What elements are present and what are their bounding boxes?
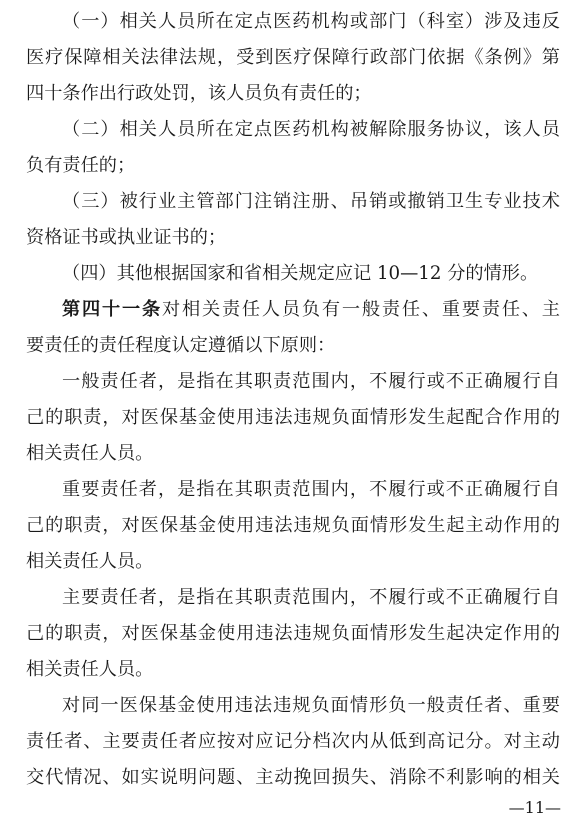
- text-line-16: 相关责任人员。: [26, 551, 154, 572]
- text-line-19: 相关责任人员。: [26, 659, 154, 680]
- text-line-4: （二）相关人员所在定点医药机构被解除服务协议，该人员: [62, 119, 560, 140]
- text-line-11: 一般责任者，是指在其职责范围内，不履行或不正确履行自: [62, 371, 560, 392]
- text-line-6: （三）被行业主管部门注销注册、吊销或撤销卫生专业技术: [62, 191, 560, 212]
- text-line-17: 主要责任者，是指在其职责范围内，不履行或不正确履行自: [62, 587, 560, 608]
- text-line-21: 责任者、主要责任者应按对应记分档次内从低到高记分。对主动: [26, 731, 560, 752]
- text-line-7: 资格证书或执业证书的；: [26, 227, 227, 248]
- text-line-8: （四）其他根据国家和省相关规定应记 10—12 分的情形。: [62, 263, 539, 284]
- text-line-2: 医疗保障相关法律法规，受到医疗保障行政部门依据《条例》第: [26, 47, 560, 68]
- text-line-3: 四十条作出行政处罚，该人员负有责任的；: [26, 83, 372, 104]
- text-line-12: 己的职责，对医保基金使用违法违规负面情形发生起配合作用的: [26, 407, 560, 428]
- text-line-10: 要责任的责任程度认定遵循以下原则：: [26, 335, 336, 356]
- text-line-13: 相关责任人员。: [26, 443, 154, 464]
- text-line-15: 己的职责，对医保基金使用违法违规负面情形发生起主动作用的: [26, 515, 560, 536]
- text-line-5: 负有责任的；: [26, 155, 136, 176]
- article-41-line-1: [62, 295, 560, 325]
- text-line-1: （一）相关人员所在定点医药机构或部门（科室）涉及违反: [62, 11, 560, 32]
- text-line-14: 重要责任者，是指在其职责范围内，不履行或不正确履行自: [62, 479, 560, 500]
- text-line-20: 对同一医保基金使用违法违规负面情形负一般责任者、重要: [62, 695, 560, 716]
- article-heading: 第四十一条: [62, 299, 162, 320]
- article-41-text: 对相关责任人员负有一般责任、重要责任、主: [161, 299, 560, 320]
- text-line-22: 交代情况、如实说明问题、主动挽回损失、消除不利影响的相关: [26, 767, 560, 788]
- page-number: —11—: [508, 798, 561, 817]
- text-line-18: 己的职责，对医保基金使用违法违规负面情形发生起决定作用的: [26, 623, 560, 644]
